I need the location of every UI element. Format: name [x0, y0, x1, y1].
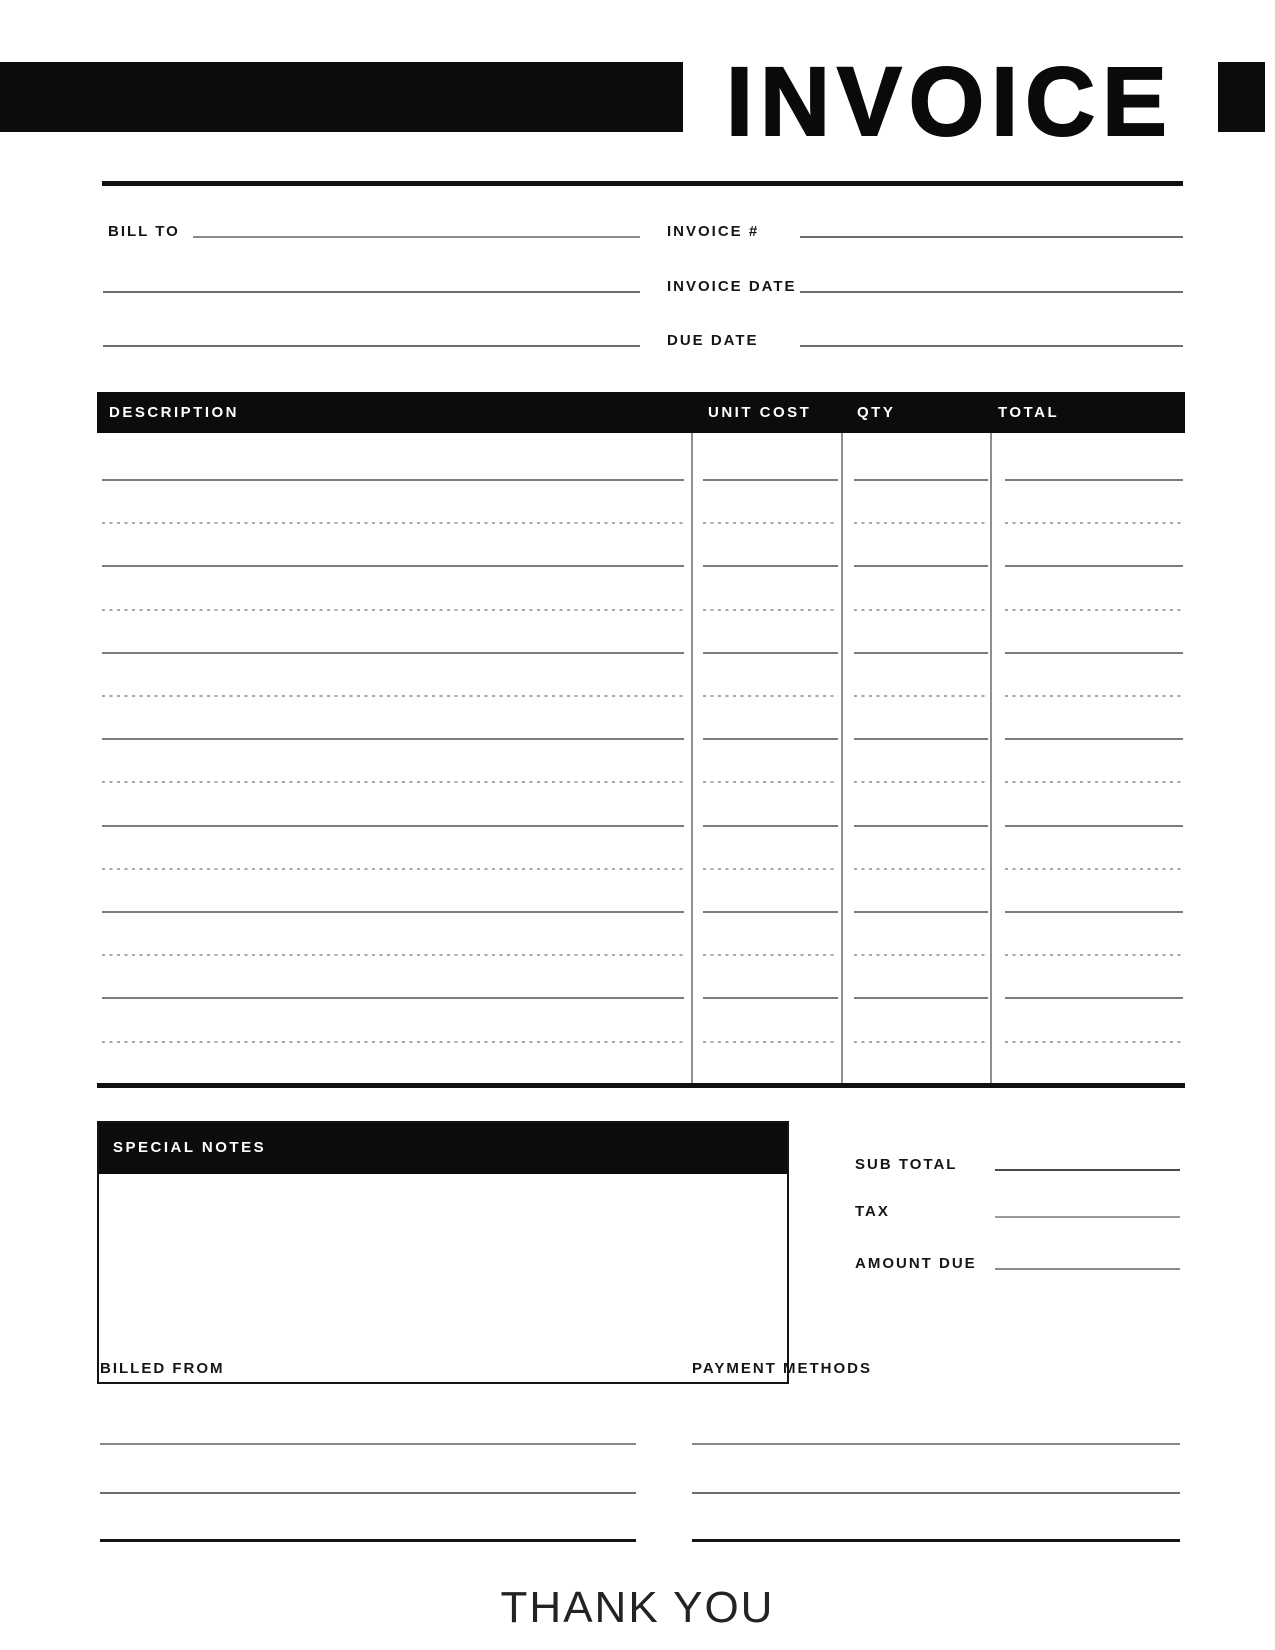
table-writein-line-total[interactable] — [1005, 825, 1183, 827]
bill-to-input-line-1[interactable] — [193, 236, 640, 238]
table-writein-line-qty[interactable] — [854, 997, 988, 999]
table-writein-line-total[interactable] — [1005, 522, 1183, 524]
table-writein-line-unit-cost[interactable] — [703, 522, 838, 524]
table-writein-line-total[interactable] — [1005, 911, 1183, 913]
amount-due-input-line[interactable] — [995, 1268, 1180, 1270]
table-body — [97, 433, 1185, 1083]
table-writein-line-total[interactable] — [1005, 954, 1183, 956]
table-writein-line-unit-cost[interactable] — [703, 695, 838, 697]
special-notes-label: SPECIAL NOTES — [113, 1139, 267, 1156]
sub-total-input-line[interactable] — [995, 1169, 1180, 1171]
table-writein-line-unit-cost[interactable] — [703, 997, 838, 999]
table-writein-line-unit-cost[interactable] — [703, 565, 838, 567]
payment-methods-input-line-1[interactable] — [692, 1443, 1180, 1445]
table-writein-line-qty[interactable] — [854, 911, 988, 913]
invoice-date-label: INVOICE DATE — [667, 278, 797, 295]
table-writein-line-qty[interactable] — [854, 825, 988, 827]
bill-to-label: BILL TO — [108, 223, 180, 240]
header-black-bar — [0, 62, 683, 132]
table-writein-line-total[interactable] — [1005, 565, 1183, 567]
table-writein-line-unit-cost[interactable] — [703, 652, 838, 654]
tax-input-line[interactable] — [995, 1216, 1180, 1218]
table-writein-line-qty[interactable] — [854, 1041, 988, 1043]
table-writein-line-qty[interactable] — [854, 695, 988, 697]
bill-to-input-line-2[interactable] — [103, 291, 640, 293]
thank-you-text: THANK YOU — [500, 1583, 775, 1632]
tax-label: TAX — [855, 1203, 890, 1220]
table-writein-line-description[interactable] — [102, 695, 684, 697]
column-header-description: DESCRIPTION — [109, 404, 240, 421]
table-writein-line-description[interactable] — [102, 565, 684, 567]
header-black-square — [1218, 62, 1265, 132]
table-writein-line-total[interactable] — [1005, 868, 1183, 870]
invoice-date-input-line[interactable] — [800, 291, 1183, 293]
table-writein-line-total[interactable] — [1005, 609, 1183, 611]
payment-methods-input-line-2[interactable] — [692, 1492, 1180, 1494]
special-notes-header-bar — [99, 1123, 787, 1174]
table-writein-line-total[interactable] — [1005, 781, 1183, 783]
table-writein-line-unit-cost[interactable] — [703, 954, 838, 956]
table-writein-line-qty[interactable] — [854, 781, 988, 783]
special-notes-box — [97, 1121, 789, 1384]
table-writein-line-qty[interactable] — [854, 868, 988, 870]
billed-from-input-line-1[interactable] — [100, 1443, 636, 1445]
column-header-unit-cost: UNIT COST — [708, 404, 812, 421]
table-writein-line-description[interactable] — [102, 1041, 684, 1043]
table-writein-line-total[interactable] — [1005, 1041, 1183, 1043]
table-writein-line-description[interactable] — [102, 738, 684, 740]
table-writein-line-description[interactable] — [102, 781, 684, 783]
table-writein-line-description[interactable] — [102, 911, 684, 913]
table-writein-line-unit-cost[interactable] — [703, 479, 838, 481]
table-writein-line-description[interactable] — [102, 652, 684, 654]
table-writein-line-unit-cost[interactable] — [703, 1041, 838, 1043]
table-writein-line-qty[interactable] — [854, 565, 988, 567]
table-writein-line-qty[interactable] — [854, 479, 988, 481]
table-writein-line-qty[interactable] — [854, 954, 988, 956]
sub-total-label: SUB TOTAL — [855, 1156, 958, 1173]
special-notes-area[interactable] — [99, 1174, 787, 1381]
table-writein-line-unit-cost[interactable] — [703, 911, 838, 913]
billed-from-input-line-2[interactable] — [100, 1492, 636, 1494]
table-writein-line-unit-cost[interactable] — [703, 781, 838, 783]
column-header-qty: QTY — [857, 404, 896, 421]
table-writein-line-unit-cost[interactable] — [703, 868, 838, 870]
payment-methods-label: PAYMENT METHODS — [692, 1360, 873, 1377]
billed-from-label: BILLED FROM — [100, 1360, 225, 1377]
due-date-input-line[interactable] — [800, 345, 1183, 347]
table-writein-line-description[interactable] — [102, 825, 684, 827]
amount-due-label: AMOUNT DUE — [855, 1255, 977, 1272]
table-writein-line-unit-cost[interactable] — [703, 738, 838, 740]
table-writein-line-total[interactable] — [1005, 652, 1183, 654]
table-writein-line-qty[interactable] — [854, 609, 988, 611]
table-writein-line-description[interactable] — [102, 522, 684, 524]
table-writein-line-description[interactable] — [102, 997, 684, 999]
table-writein-line-qty[interactable] — [854, 652, 988, 654]
table-writein-line-description[interactable] — [102, 479, 684, 481]
table-writein-line-total[interactable] — [1005, 695, 1183, 697]
payment-methods-input-line-3[interactable] — [692, 1539, 1180, 1542]
table-writein-line-unit-cost[interactable] — [703, 825, 838, 827]
table-writein-line-total[interactable] — [1005, 738, 1183, 740]
table-bottom-rule — [97, 1083, 1185, 1088]
table-writein-line-description[interactable] — [102, 609, 684, 611]
due-date-label: DUE DATE — [667, 332, 759, 349]
table-writein-line-total[interactable] — [1005, 479, 1183, 481]
table-writein-line-total[interactable] — [1005, 997, 1183, 999]
invoice-number-label: INVOICE # — [667, 223, 760, 240]
table-writein-line-qty[interactable] — [854, 522, 988, 524]
table-writein-line-unit-cost[interactable] — [703, 609, 838, 611]
header-divider-rule — [102, 181, 1183, 186]
billed-from-input-line-3[interactable] — [100, 1539, 636, 1542]
table-writein-line-description[interactable] — [102, 954, 684, 956]
bill-to-input-line-3[interactable] — [103, 345, 640, 347]
invoice-number-input-line[interactable] — [800, 236, 1183, 238]
table-writein-line-qty[interactable] — [854, 738, 988, 740]
page-title: INVOICE — [726, 47, 1174, 156]
column-header-total: TOTAL — [998, 404, 1060, 421]
table-writein-line-description[interactable] — [102, 868, 684, 870]
